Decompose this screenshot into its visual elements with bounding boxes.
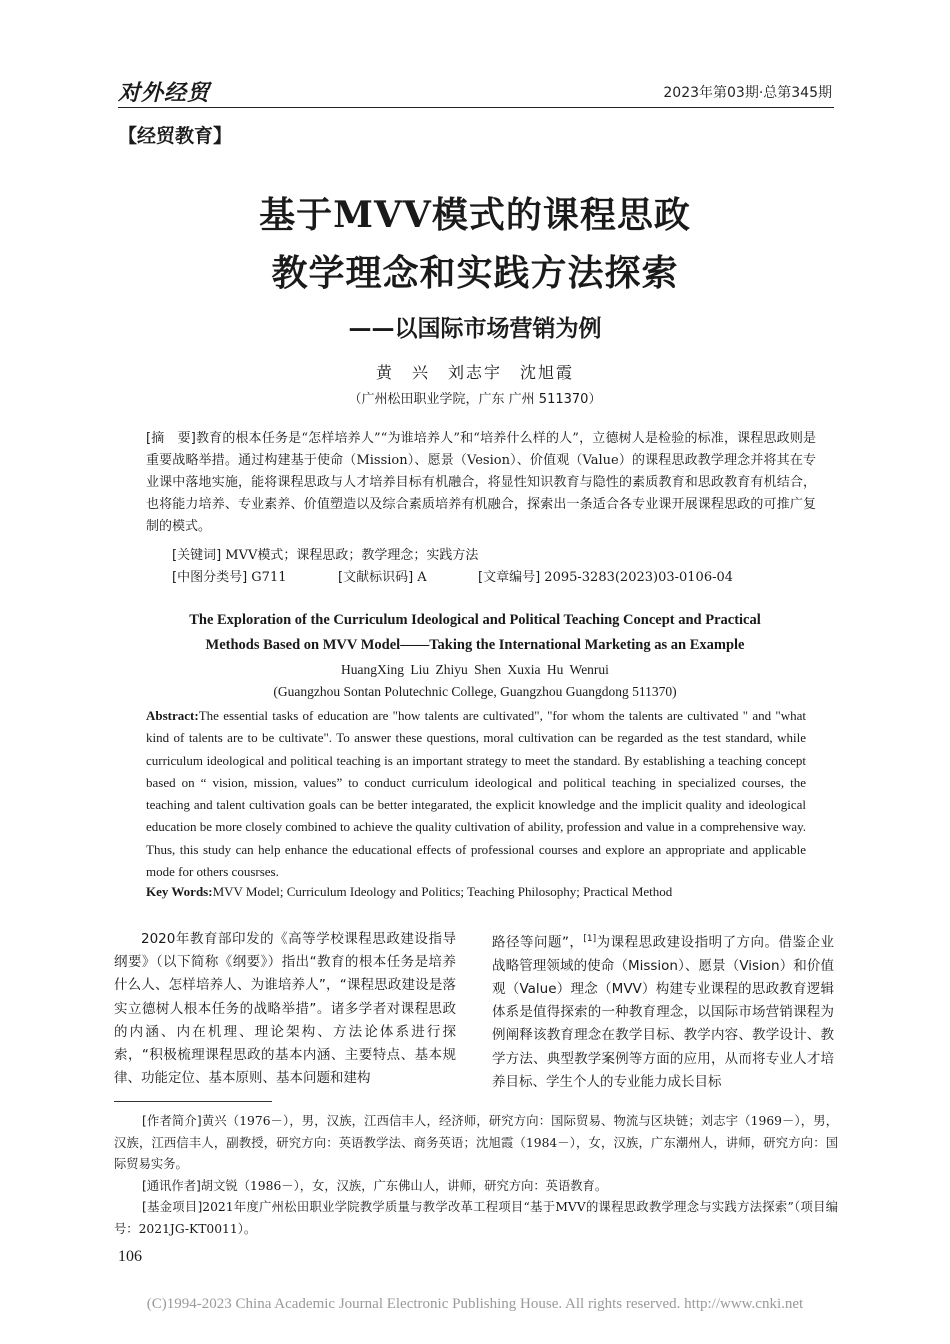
abstract-en-label: Abstract: bbox=[146, 708, 199, 723]
footnote-rule bbox=[114, 1101, 272, 1102]
keywords-zh-label: [关键词] bbox=[172, 548, 222, 563]
header-rule bbox=[118, 107, 834, 108]
abstract-en bbox=[146, 705, 806, 883]
abstract-zh bbox=[146, 428, 816, 538]
abstract-zh-text: 教育的根本任务是“怎样培养人”“为谁培养人”和“培养什么样的人”，立德树人是检验的标准，课程思政则是重要战略举措。通过构建基于使命（Mission）、愿景（Vesion）、价值观（Value）的课程思政教学理念并将其在专业课中落地实施，能将课程思政与人才培养目标有机融合，将显性知识教育与隐性的素质教育和思政教育有机结合，也将能力培养、专业素养、价值塑造以及综合素质培养有机融合，探索出一条适合各专业课开展课程思政的可推广复制的模式。 bbox=[146, 431, 816, 534]
authors: 黄 兴 刘志宇 沈旭霞 bbox=[375, 363, 574, 382]
footnote-funding bbox=[114, 1197, 838, 1240]
column-tag: 【经贸教育】 bbox=[118, 125, 233, 147]
article-number: 2095-3283(2023)03-0106-04 bbox=[544, 570, 734, 585]
keywords-zh-text: MVV模式；课程思政；教学理念；实践方法 bbox=[225, 548, 479, 563]
body-column-left: 2020年教育部印发的《高等学校课程思政建设指导纲要》（以下简称《纲要》）指出“教育的根本任务是培养什么人、怎样培养人、为谁培养人”，“课程思政建设是落实立德树人根本任务的战略举措”。诸多学者对课程思政的内涵、内在机理、理论架构、方法论体系进行探索，“积极梳理课程思政的基本内涵、主要特点、基本规律、功能定位、基本原则、基本问题和建构 bbox=[114, 931, 456, 1087]
corresponding-text: 胡文锐（1986－），女，汉族，广东佛山人，讲师，研究方向：英语教育。 bbox=[200, 1179, 608, 1193]
body-column-right bbox=[492, 928, 834, 1094]
classification-codes bbox=[172, 566, 822, 585]
abstract-zh-label: [摘 要] bbox=[146, 431, 196, 446]
journal-logo: 对外经贸 bbox=[118, 80, 211, 106]
en-authors: HuangXing Liu Zhiyu Shen Xuxia Hu Wenrui bbox=[341, 662, 609, 677]
keywords-zh bbox=[172, 544, 478, 563]
doc-code-label: [文献标识码] bbox=[338, 570, 414, 585]
copyright-notice: (C)1994-2023 China Academic Journal Electronic Publishing House. All rights reserved. http://www.cnki.net bbox=[146, 1296, 804, 1312]
clc-label: [中图分类号] bbox=[172, 570, 248, 585]
title-line-1: 基于MVV模式的课程思政 bbox=[259, 194, 691, 236]
body-right-pre: 路径等问题”， bbox=[492, 934, 584, 951]
title-line-2: 教学理念和实践方法探索 bbox=[271, 252, 679, 294]
author-info-label: [作者简介] bbox=[142, 1114, 202, 1128]
footnote-corresponding-author bbox=[114, 1176, 838, 1198]
issue-info: 2023年第03期·总第345期 bbox=[663, 85, 832, 101]
footnote-author-info bbox=[114, 1111, 838, 1176]
en-affiliation: (Guangzhou Sontan Polutechnic College, Guangzhou Guangdong 511370) bbox=[273, 684, 677, 699]
author-info-text: 黄兴（1976－），男，汉族，江西信丰人，经济师，研究方向：国际贸易、物流与区块链；刘志宇（1969－），男，汉族，江西信丰人，副教授，研究方向：英语教学法、商务英语；沈旭霞（1984－），女，汉族，广东潮州人，讲师，研究方向：国际贸易实务。 bbox=[114, 1114, 838, 1171]
body-right-text: 为课程思政建设指明了方向。借鉴企业战略管理领域的使命（Mission）、愿景（Vision）和价值观（Value）理念（MVV）构建专业课程的思政教育逻辑体系是值得探索的一种教育理念，以国际市场营销课程为例阐释该教育理念在教学目标、教学内容、教学设计、教学方法、典型教学案例等方面的应用，从而将专业人才培养目标、学生个人的专业能力成长目标 bbox=[492, 934, 834, 1090]
en-title-line-1: The Exploration of the Curriculum Ideological and Political Teaching Concept and Practical bbox=[189, 612, 761, 628]
doc-code: A bbox=[417, 570, 427, 585]
en-title-line-2: Methods Based on MVV Model——Taking the International Marketing as an Example bbox=[205, 637, 745, 653]
article-number-label: [文章编号] bbox=[478, 570, 541, 585]
corresponding-label: [通讯作者] bbox=[142, 1179, 201, 1193]
affiliation: （广州松田职业学院，广东 广州 511370） bbox=[348, 392, 602, 407]
citation-ref: [1] bbox=[583, 934, 597, 944]
funding-text: 2021年度广州松田职业学院教学质量与教学改革工程项目“基于MVV的课程思政教学理念与实践方法探索”（项目编号：2021JG-KT0011）。 bbox=[114, 1200, 838, 1236]
funding-label: [基金项目] bbox=[142, 1200, 203, 1214]
keywords-en bbox=[146, 884, 806, 900]
abstract-en-text: The essential tasks of education are "how talents are cultivated", "for whom the talents are cultivated " and "what kind of talents are to be cultivate". To answer these questions, moral cultivation can be regarded as the test standard, while curriculum ideological and political teaching is an important strategy to meet the standard. By establishing a teaching concept based on “ vision, mission, values” to conduct curriculum ideological and political teaching in specialized courses, the teaching and talent cultivation goals can be better integarated, the explicit knowledge and the implicit quality and ideological education be more closely combined to achieve the quality cultivation of ability, profession and value in a comprehensive way. Thus, this study can help enhance the educational effects of professional courses and explore an appropriate and applicable mode for others cousrses. bbox=[146, 708, 806, 880]
keywords-en-text: MVV Model; Curriculum Ideology and Politics; Teaching Philosophy; Practical Method bbox=[212, 884, 673, 899]
page-number: 106 bbox=[118, 1248, 142, 1265]
keywords-en-label: Key Words: bbox=[146, 884, 213, 899]
subtitle: ——以国际市场营销为例 bbox=[348, 316, 602, 342]
clc-code: G711 bbox=[251, 570, 287, 585]
